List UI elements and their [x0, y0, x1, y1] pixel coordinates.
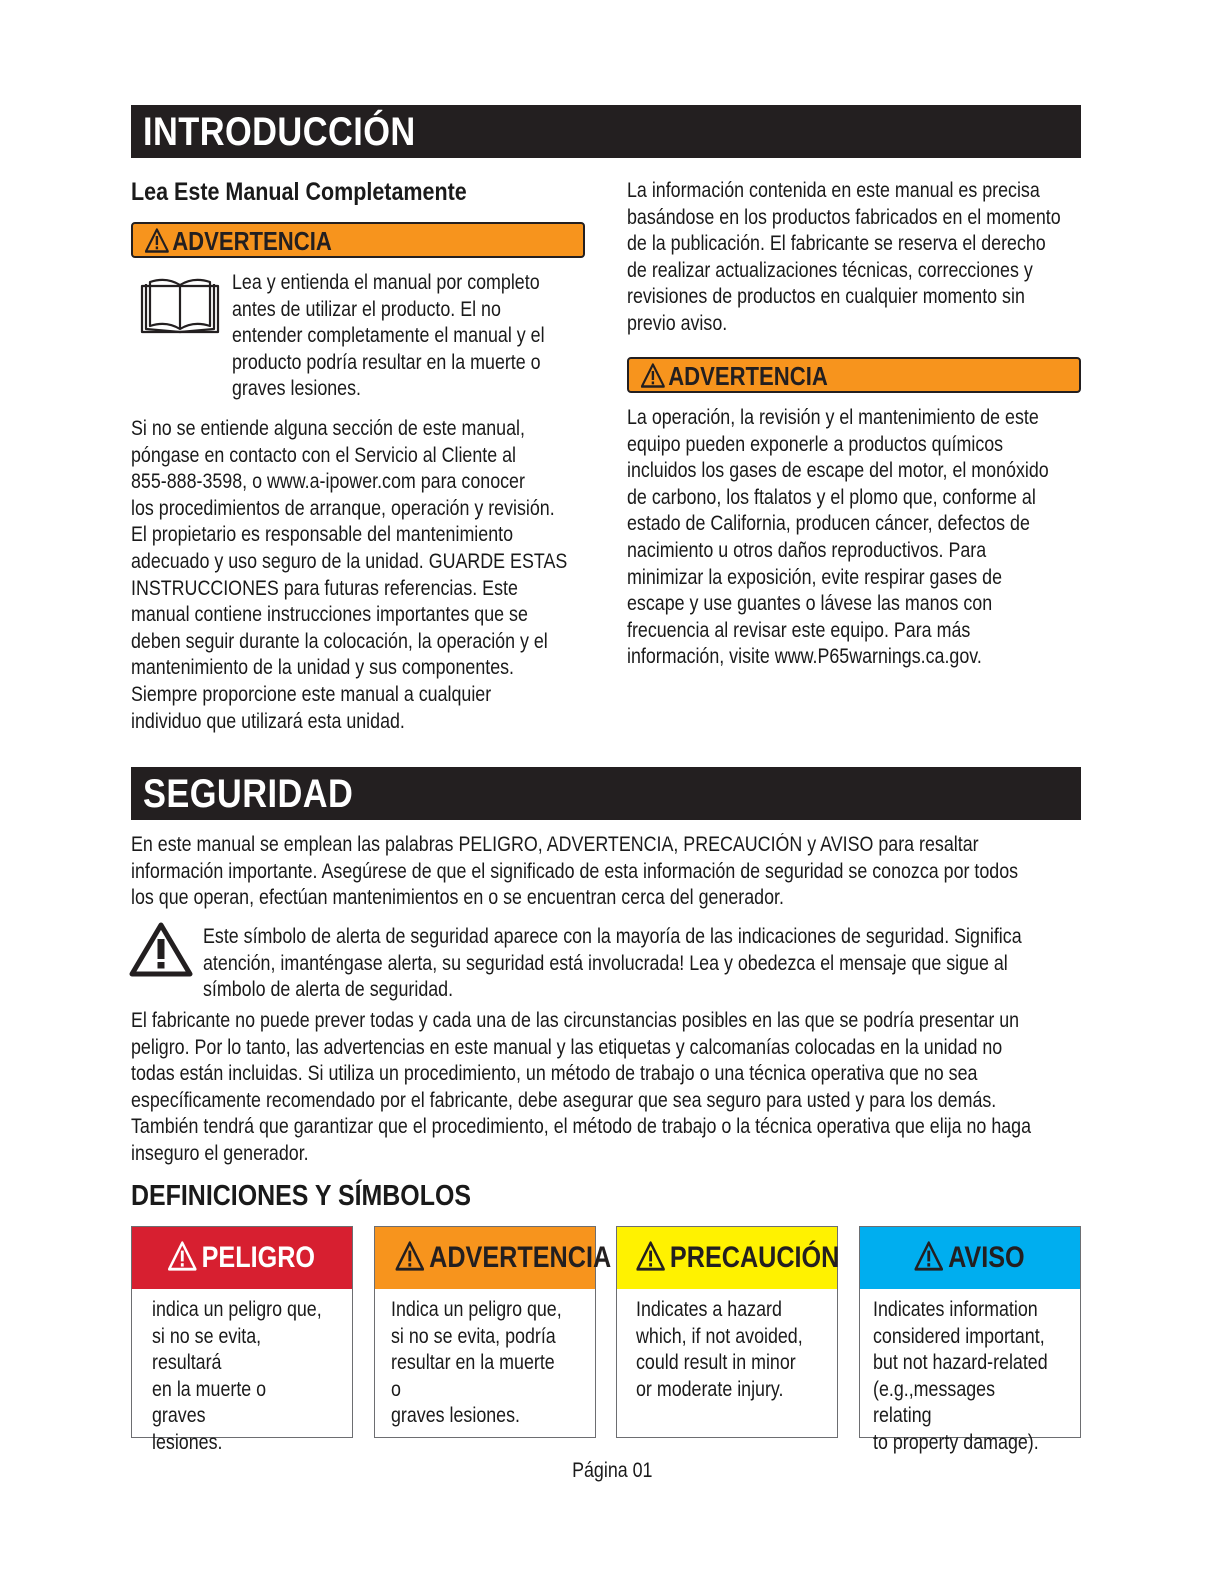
- alert-triangle-icon: [168, 1241, 197, 1271]
- warning-1-text: Lea y entienda el manual por completo antes de utilizar el producto. El no entender completamente el manual y el producto podría resultar en la muerte o graves lesiones.: [232, 271, 545, 401]
- card-aviso-label: AVISO: [948, 1241, 1026, 1274]
- card-precaucion-label: PRECAUCIÓN: [669, 1241, 840, 1274]
- alert-triangle-icon: [396, 1241, 425, 1271]
- warning-banner-1: [131, 222, 585, 258]
- intro-right-paragraph: La información contenida en este manual es precisa basándose en los productos fabricados en el momento de la publicación. El fabricante se reserva el derecho de realizar actualizaciones técnicas, correcciones y revisiones de productos en cualquier momento sin previo aviso.: [627, 179, 1061, 335]
- card-aviso: [859, 1226, 1081, 1454]
- card-advertencia-label: ADVERTENCIA: [429, 1241, 612, 1274]
- card-advertencia: [374, 1226, 612, 1438]
- alert-triangle-icon: [145, 228, 169, 253]
- card-aviso-header: [860, 1227, 1080, 1289]
- safety-section-header: [131, 767, 1081, 820]
- warning-banner-1-label: ADVERTENCIA: [145, 226, 332, 256]
- safety-title: SEGURIDAD: [143, 772, 354, 816]
- card-peligro-text: indica un peligro que, si no se evita, resultará en la muerte o graves lesiones.: [152, 1298, 322, 1454]
- intro-subtitle: Lea Este Manual Completamente: [131, 178, 467, 206]
- card-aviso-text: Indicates information considered important, but not hazard-related (e.g.,messages relating to property damage).: [873, 1298, 1048, 1454]
- alert-triangle-icon: [641, 363, 665, 388]
- card-peligro-label: PELIGRO: [202, 1241, 316, 1274]
- card-precaucion-text: Indicates a hazard which, if not avoided, could result in minor or moderate injury.: [636, 1298, 803, 1401]
- card-precaucion-header: [617, 1227, 840, 1289]
- card-peligro-header: [132, 1227, 352, 1289]
- safety-paragraph-2: El fabricante no puede prever todas y cada una de las circunstancias posibles en las que se podría presentar un peligro. Por lo tanto, las advertencias en este manual y las etiquetas y calcomanías colocadas en la unidad no todas están incluidas. Si utiliza un procedimiento, un método de trabajo o una técnica operativa que no sea específicamente recomendado por el fabricante, debe asegurar que sea seguro para usted y para los demás. También tendrá que garantizar que el procedimiento, el método de trabajo o la técnica operativa que elija no haga inseguro el generador.: [131, 1009, 1032, 1165]
- open-book-icon: [140, 276, 220, 336]
- warning-banner-2: [627, 357, 1081, 393]
- footer: [0, 1458, 1224, 1484]
- card-advertencia-header: [375, 1227, 612, 1289]
- intro-title: INTRODUCCIÓN: [143, 110, 416, 154]
- intro-section-header: [131, 105, 1081, 158]
- card-peligro: [131, 1226, 353, 1454]
- safety-alert-symbol-icon: [129, 922, 193, 977]
- safety-alert-text: Este símbolo de alerta de seguridad aparece con la mayoría de las indicaciones de seguridad. Significa atención, imanténgase alerta, su seguridad está involucrada! Lea y obedezca el mensaje que sigue al símbolo de alerta de seguridad.: [203, 925, 1022, 1002]
- warning-2-text: La operación, la revisión y el mantenimiento de este equipo pueden exponerle a productos químicos incluidos los gases de escape del motor, el monóxido de carbono, los ftalatos y el plomo que, conforme al estado de California, producen cáncer, defectos de nacimiento u otros daños reproductivos. Para minimizar la exposición, evite respirar gases de escape y use guantes o lávese las manos con frecuencia al revisar este equipo. Para más información, visite www.P65warnings.ca.gov.: [627, 406, 1049, 669]
- definitions-title: DEFINICIONES Y SÍMBOLOS: [131, 1180, 471, 1212]
- alert-triangle-icon: [636, 1241, 665, 1271]
- intro-left-paragraph: Si no se entiende alguna sección de este manual, póngase en contacto con el Servicio al Cliente al 855-888-3598, o www.a-ipower.com para conocer los procedimientos de arranque, operación y revisión. El propietario es responsable del mantenimiento adecuado y uso seguro de la unidad. GUARDE ESTAS INSTRUCCIONES para futuras referencias. Este manual contiene instrucciones importantes que se deben seguir durante la colocación, la operación y el mantenimiento de la unidad y sus componentes. Siempre proporcione este manual a cualquier individuo que utilizará esta unidad.: [131, 417, 568, 733]
- warning-banner-2-label: ADVERTENCIA: [641, 361, 828, 391]
- page-number: Página 01: [571, 1459, 653, 1482]
- card-advertencia-text: Indica un peligro que, si no se evita, podría resultar en la muerte o graves lesiones.: [391, 1298, 562, 1428]
- alert-triangle-icon: [915, 1241, 944, 1271]
- card-precaucion: [616, 1226, 838, 1438]
- safety-paragraph-1: En este manual se emplean las palabras PELIGRO, ADVERTENCIA, PRECAUCIÓN y AVISO para resaltar información importante. Asegúrese de que el significado de esta información de seguridad se conozca por todos los que operan, efectúan mantenimientos en o se encuentran cerca del generador.: [131, 833, 1019, 910]
